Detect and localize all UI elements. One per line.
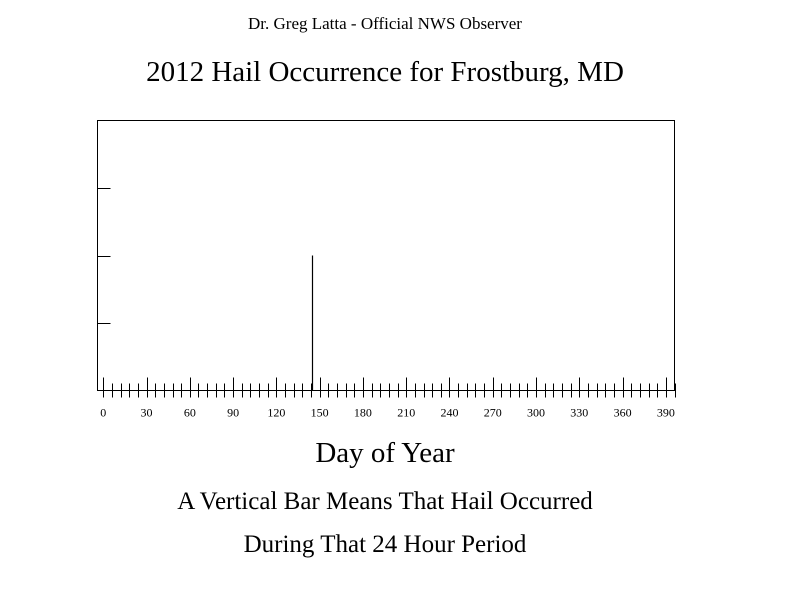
x-tick-label: 210 bbox=[397, 405, 416, 420]
explanation-line-1: A Vertical Bar Means That Hail Occurred bbox=[177, 488, 593, 515]
x-tick-label: 180 bbox=[353, 405, 372, 420]
x-tick-label: 60 bbox=[183, 405, 196, 420]
x-tick-label: 300 bbox=[527, 405, 546, 420]
x-axis-tick-labels bbox=[100, 406, 675, 420]
y-axis-ticks bbox=[98, 189, 111, 324]
x-tick-label: 330 bbox=[570, 405, 589, 420]
x-tick-label: 360 bbox=[613, 405, 632, 420]
x-tick-label: 30 bbox=[140, 405, 153, 420]
x-tick-label: 270 bbox=[483, 405, 502, 420]
x-axis-label: Day of Year bbox=[315, 437, 455, 469]
x-tick-label: 240 bbox=[440, 405, 459, 420]
explanation-line-2: During That 24 Hour Period bbox=[243, 531, 527, 558]
x-tick-label: 390 bbox=[656, 405, 675, 420]
x-axis-ticks bbox=[104, 378, 676, 398]
x-tick-label: 90 bbox=[227, 405, 240, 420]
x-tick-label: 150 bbox=[310, 405, 329, 420]
observer-credit: Dr. Greg Latta - Official NWS Observer bbox=[248, 14, 522, 33]
x-tick-label: 120 bbox=[267, 405, 286, 420]
plot-frame bbox=[98, 121, 675, 391]
x-tick-label: 0 bbox=[100, 405, 107, 420]
chart-title: 2012 Hail Occurrence for Frostburg, MD bbox=[146, 56, 624, 88]
